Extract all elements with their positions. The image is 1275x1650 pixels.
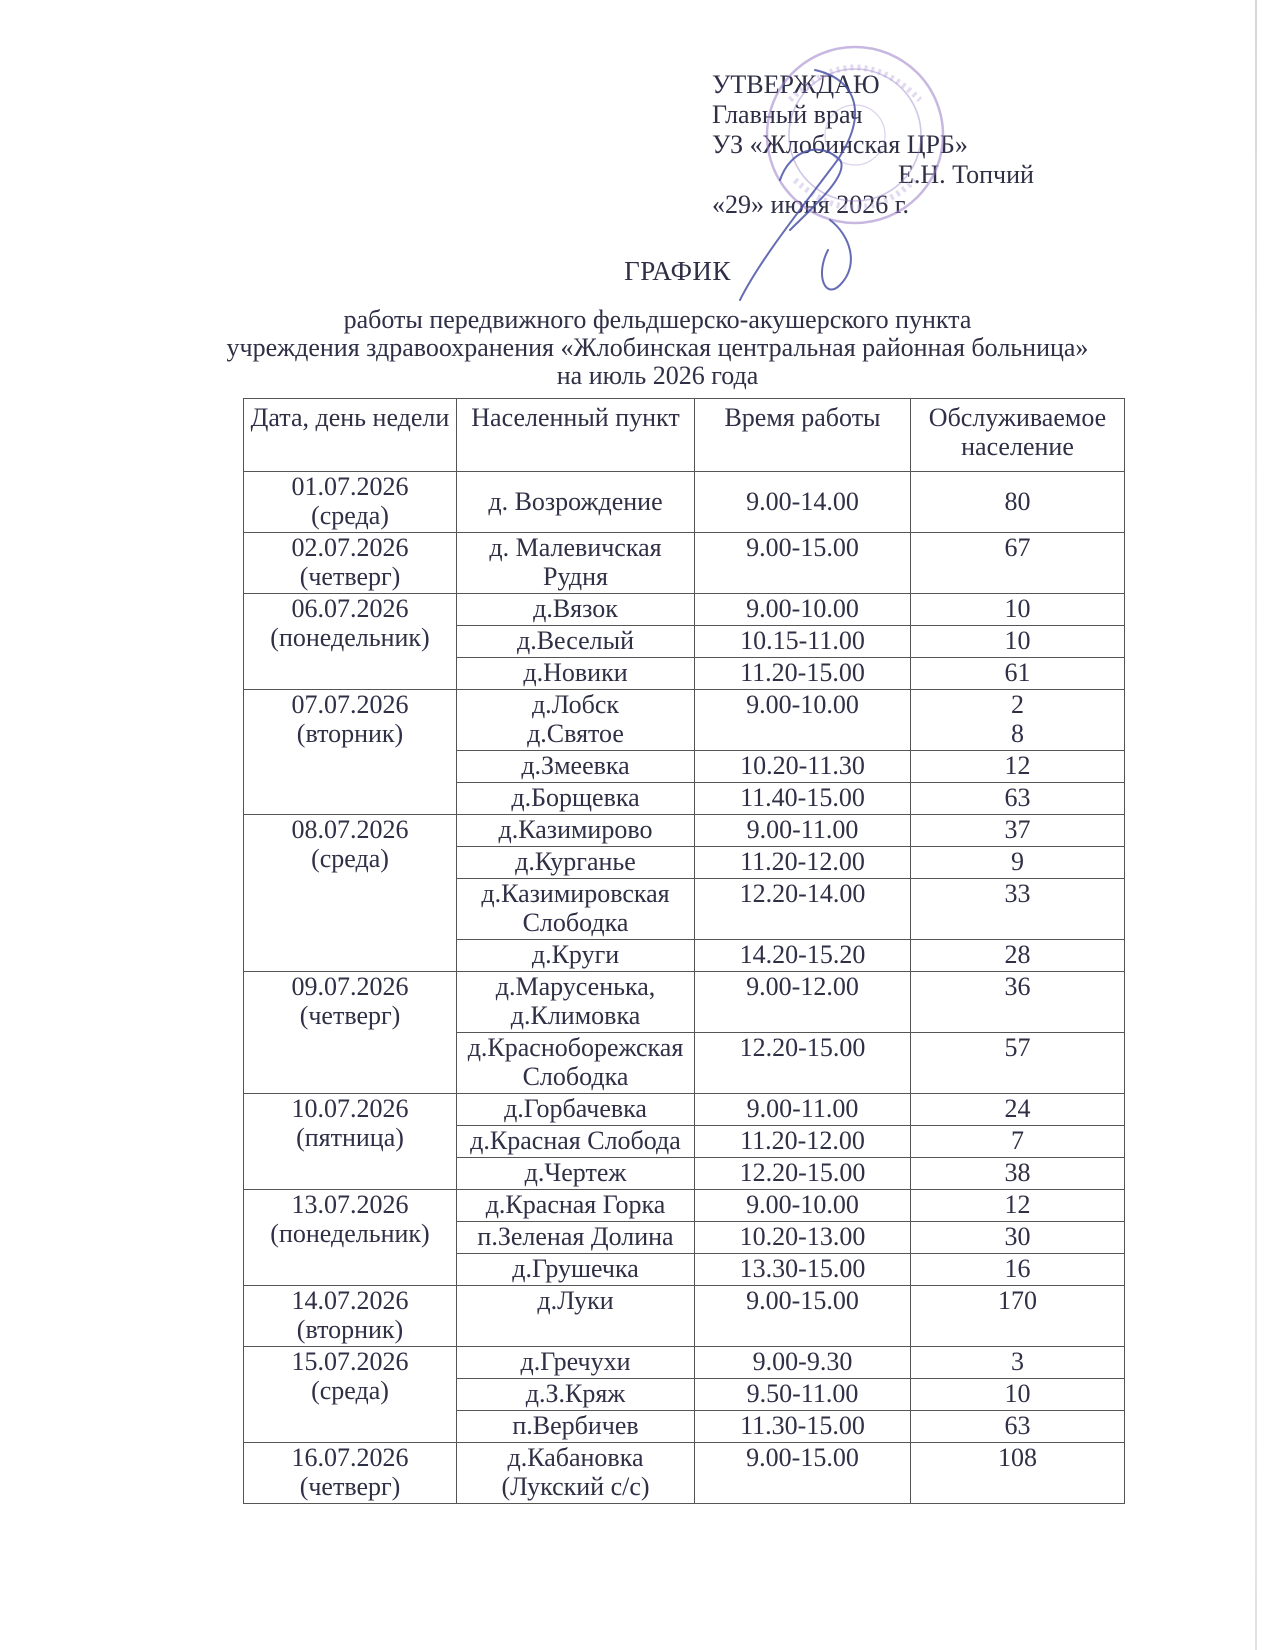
time-cell: 12.20-15.00: [695, 1158, 911, 1190]
population-value: 9: [1011, 847, 1024, 876]
date-cell: [244, 1094, 457, 1190]
time-cell: 9.00-10.00: [695, 1190, 911, 1222]
place-cell: [457, 1443, 695, 1504]
place-cell: [457, 1347, 695, 1379]
header-place: Населенный пункт: [457, 399, 695, 472]
population-cell: [911, 1094, 1125, 1126]
population-cell: [911, 594, 1125, 626]
population-value: 10: [1004, 1379, 1031, 1408]
document-subtitle: [0, 306, 1275, 390]
time-cell: 11.20-15.00: [695, 658, 911, 690]
population-cell: [911, 626, 1125, 658]
place-cell: [457, 815, 695, 847]
place-name: д.Гречухи: [520, 1347, 631, 1376]
population-value: 67: [1004, 533, 1031, 562]
time-cell: 9.50-11.00: [695, 1379, 911, 1411]
place-cell: [457, 1126, 695, 1158]
subtitle-line: на июль 2026 года: [556, 361, 759, 390]
time-cell: 9.00-15.00: [695, 1286, 911, 1347]
population-cell: [911, 1286, 1125, 1347]
weekday-value: (вторник): [296, 719, 404, 748]
place-name: д.Марусенька, д.Климовка: [495, 972, 656, 1030]
date-cell: [244, 594, 457, 690]
place-cell: [457, 1379, 695, 1411]
population-value: 2: [1011, 690, 1024, 719]
population-value: 170: [998, 1286, 1037, 1315]
population-cell: [911, 751, 1125, 783]
population-cell: [911, 658, 1125, 690]
place-cell: [457, 972, 695, 1033]
population-value: 57: [1004, 1033, 1031, 1062]
place-cell: [457, 626, 695, 658]
document-title: ГРАФИК: [624, 256, 731, 286]
time-cell: 9.00-11.00: [695, 1094, 911, 1126]
place-name: д.Горбачевка: [504, 1094, 647, 1123]
place-cell: [457, 594, 695, 626]
place-cell: [457, 690, 695, 751]
subtitle-line: учреждения здравоохранения «Жлобинская центральная районная больница»: [226, 333, 1089, 362]
subtitle-line: работы передвижного фельдшерско-акушерского пункта: [343, 305, 972, 334]
place-name: д.Змеевка: [521, 751, 630, 780]
population-cell: [911, 972, 1125, 1033]
population-value: 61: [1004, 658, 1031, 687]
population-cell: [911, 1158, 1125, 1190]
population-cell: [911, 783, 1125, 815]
time-cell: 10.20-11.30: [695, 751, 911, 783]
place-name: д.Красная Слобода: [470, 1126, 681, 1155]
weekday-value: (четверг): [299, 1001, 401, 1030]
header-population: Обслуживаемое население: [911, 399, 1125, 472]
population-cell: [911, 1379, 1125, 1411]
time-cell: 9.00-15.00: [695, 1443, 911, 1504]
population-value: 37: [1004, 815, 1031, 844]
weekday-value: (среда): [311, 844, 389, 873]
table-row: [244, 1286, 1125, 1347]
place-name: д.Круги: [531, 940, 620, 969]
weekday-value: (понедельник): [270, 1219, 430, 1248]
population-cell: [911, 1347, 1125, 1379]
place-cell: [457, 1222, 695, 1254]
date-cell: [244, 1286, 457, 1347]
population-cell: [911, 472, 1125, 533]
place-name: д.Грушечка: [512, 1254, 639, 1283]
weekday-value: (четверг): [299, 1472, 401, 1501]
place-cell: [457, 658, 695, 690]
table-row: [244, 533, 1125, 594]
place-cell: [457, 751, 695, 783]
population-value: 7: [1011, 1126, 1024, 1155]
place-name: п.Зеленая Долина: [477, 1222, 674, 1251]
place-name: д.Вязок: [533, 594, 618, 623]
table-row: [244, 1094, 1125, 1126]
time-cell: 11.30-15.00: [695, 1411, 911, 1443]
population-value: 10: [1004, 626, 1031, 655]
table-row: [244, 1190, 1125, 1222]
place-name: д.Луки: [537, 1286, 614, 1315]
place-cell: [457, 940, 695, 972]
population-cell: [911, 1033, 1125, 1094]
place-cell: [457, 1286, 695, 1347]
population-value: 24: [1004, 1094, 1031, 1123]
page-edge: [1255, 0, 1257, 1650]
place-cell: [457, 879, 695, 940]
approval-heading: УТВЕРЖДАЮ: [712, 70, 880, 99]
population-cell: [911, 940, 1125, 972]
table-row: [244, 1347, 1125, 1379]
weekday-value: (среда): [311, 501, 389, 530]
time-cell: 9.00-11.00: [695, 815, 911, 847]
weekday-value: (понедельник): [270, 623, 430, 652]
place-cell: [457, 847, 695, 879]
date-value: 16.07.2026: [291, 1443, 409, 1472]
place-name: д.Казимирово: [498, 815, 653, 844]
date-value: 07.07.2026: [291, 690, 409, 719]
time-cell: 13.30-15.00: [695, 1254, 911, 1286]
population-value: 33: [1004, 879, 1031, 908]
date-cell: [244, 1190, 457, 1286]
table-row: [244, 594, 1125, 626]
table-row: [244, 690, 1125, 751]
population-value: 12: [1004, 1190, 1031, 1219]
time-cell: 10.20-13.00: [695, 1222, 911, 1254]
place-name: д. Малевичская Рудня: [489, 533, 662, 591]
table-row: [244, 1443, 1125, 1504]
place-name: д.Чертеж: [524, 1158, 627, 1187]
approval-organization: УЗ «Жлобинская ЦРБ»: [712, 130, 968, 159]
place-cell: [457, 1411, 695, 1443]
date-value: 08.07.2026: [291, 815, 409, 844]
time-cell: 9.00-15.00: [695, 533, 911, 594]
population-cell: [911, 533, 1125, 594]
population-cell: [911, 1443, 1125, 1504]
place-name: д.Казимировская Слободка: [481, 879, 670, 937]
weekday-value: (среда): [311, 1376, 389, 1405]
place-name: д.Кабановка (Лукский с/с): [501, 1443, 650, 1501]
table-row: [244, 472, 1125, 533]
population-cell: [911, 690, 1125, 751]
time-cell: 12.20-15.00: [695, 1033, 911, 1094]
place-name: д.Веселый: [516, 626, 634, 655]
population-value: 30: [1004, 1222, 1031, 1251]
time-cell: 9.00-9.30: [695, 1347, 911, 1379]
time-cell: 9.00-10.00: [695, 690, 911, 751]
population-cell: [911, 847, 1125, 879]
place-cell: [457, 533, 695, 594]
population-value: 63: [1004, 783, 1031, 812]
place-cell: [457, 1033, 695, 1094]
header-time: Время работы: [695, 399, 911, 472]
date-value: 14.07.2026: [291, 1286, 409, 1315]
population-cell: [911, 1222, 1125, 1254]
table-row: [244, 815, 1125, 847]
population-value: 3: [1011, 1347, 1024, 1376]
population-cell: [911, 1190, 1125, 1222]
population-cell: [911, 1411, 1125, 1443]
place-name: д.Святое: [527, 719, 624, 748]
place-name: д.Лобск: [531, 690, 620, 719]
table-header-row: [244, 399, 1125, 472]
table-row: [244, 972, 1125, 1033]
place-name: д.Новики: [523, 658, 628, 687]
schedule-body: [244, 472, 1125, 1504]
place-cell: [457, 1094, 695, 1126]
date-value: 15.07.2026: [291, 1347, 409, 1376]
population-value: 16: [1004, 1254, 1031, 1283]
weekday-value: (пятница): [296, 1123, 404, 1152]
approval-position: Главный врач: [712, 100, 863, 129]
weekday-value: (вторник): [296, 1315, 404, 1344]
population-value: 36: [1004, 972, 1031, 1001]
place-cell: [457, 1158, 695, 1190]
population-cell: [911, 815, 1125, 847]
population-value: 63: [1004, 1411, 1031, 1440]
population-value: 10: [1004, 594, 1031, 623]
place-name: д.З.Кряж: [525, 1379, 626, 1408]
time-cell: 11.20-12.00: [695, 1126, 911, 1158]
population-value: 108: [998, 1443, 1037, 1472]
date-value: 06.07.2026: [291, 594, 409, 623]
date-value: 10.07.2026: [291, 1094, 409, 1123]
population-value: 12: [1004, 751, 1031, 780]
population-value: 38: [1004, 1158, 1031, 1187]
header-date: Дата, день недели: [244, 399, 457, 472]
weekday-value: (четверг): [299, 562, 401, 591]
date-cell: [244, 1443, 457, 1504]
date-cell: [244, 690, 457, 815]
population-cell: [911, 1126, 1125, 1158]
time-cell: 14.20-15.20: [695, 940, 911, 972]
approval-date: «29» июня 2026 г.: [712, 190, 909, 219]
place-name: д.Борщевка: [511, 783, 640, 812]
time-cell: 10.15-11.00: [695, 626, 911, 658]
time-cell: 11.40-15.00: [695, 783, 911, 815]
place-cell: [457, 1254, 695, 1286]
time-cell: 9.00-10.00: [695, 594, 911, 626]
time-cell: 9.00-12.00: [695, 972, 911, 1033]
population-value: 28: [1004, 940, 1031, 969]
time-cell: 9.00-14.00: [695, 472, 911, 533]
time-cell: 11.20-12.00: [695, 847, 911, 879]
approval-signer: Е.Н. Топчий: [898, 160, 1034, 189]
place-cell: [457, 472, 695, 533]
place-name: д.Красная Горка: [485, 1190, 666, 1219]
place-name: д.Красноборежская Слободка: [467, 1033, 684, 1091]
date-value: 09.07.2026: [291, 972, 409, 1001]
date-value: 01.07.2026: [291, 472, 409, 501]
date-cell: [244, 815, 457, 972]
population-value: 8: [1011, 719, 1024, 748]
place-name: д.Курганье: [515, 847, 636, 876]
date-cell: [244, 972, 457, 1094]
place-name: д. Возрождение: [488, 486, 663, 516]
date-value: 02.07.2026: [291, 533, 409, 562]
date-value: 13.07.2026: [291, 1190, 409, 1219]
date-cell: [244, 533, 457, 594]
date-cell: [244, 1347, 457, 1443]
place-cell: [457, 783, 695, 815]
date-cell: [244, 472, 457, 533]
population-cell: [911, 1254, 1125, 1286]
population-value: 80: [1004, 486, 1031, 516]
place-name: п.Вербичев: [512, 1411, 639, 1440]
approval-block: [712, 70, 1072, 220]
time-cell: 12.20-14.00: [695, 879, 911, 940]
population-cell: [911, 879, 1125, 940]
schedule-table: [243, 398, 1125, 1504]
place-cell: [457, 1190, 695, 1222]
